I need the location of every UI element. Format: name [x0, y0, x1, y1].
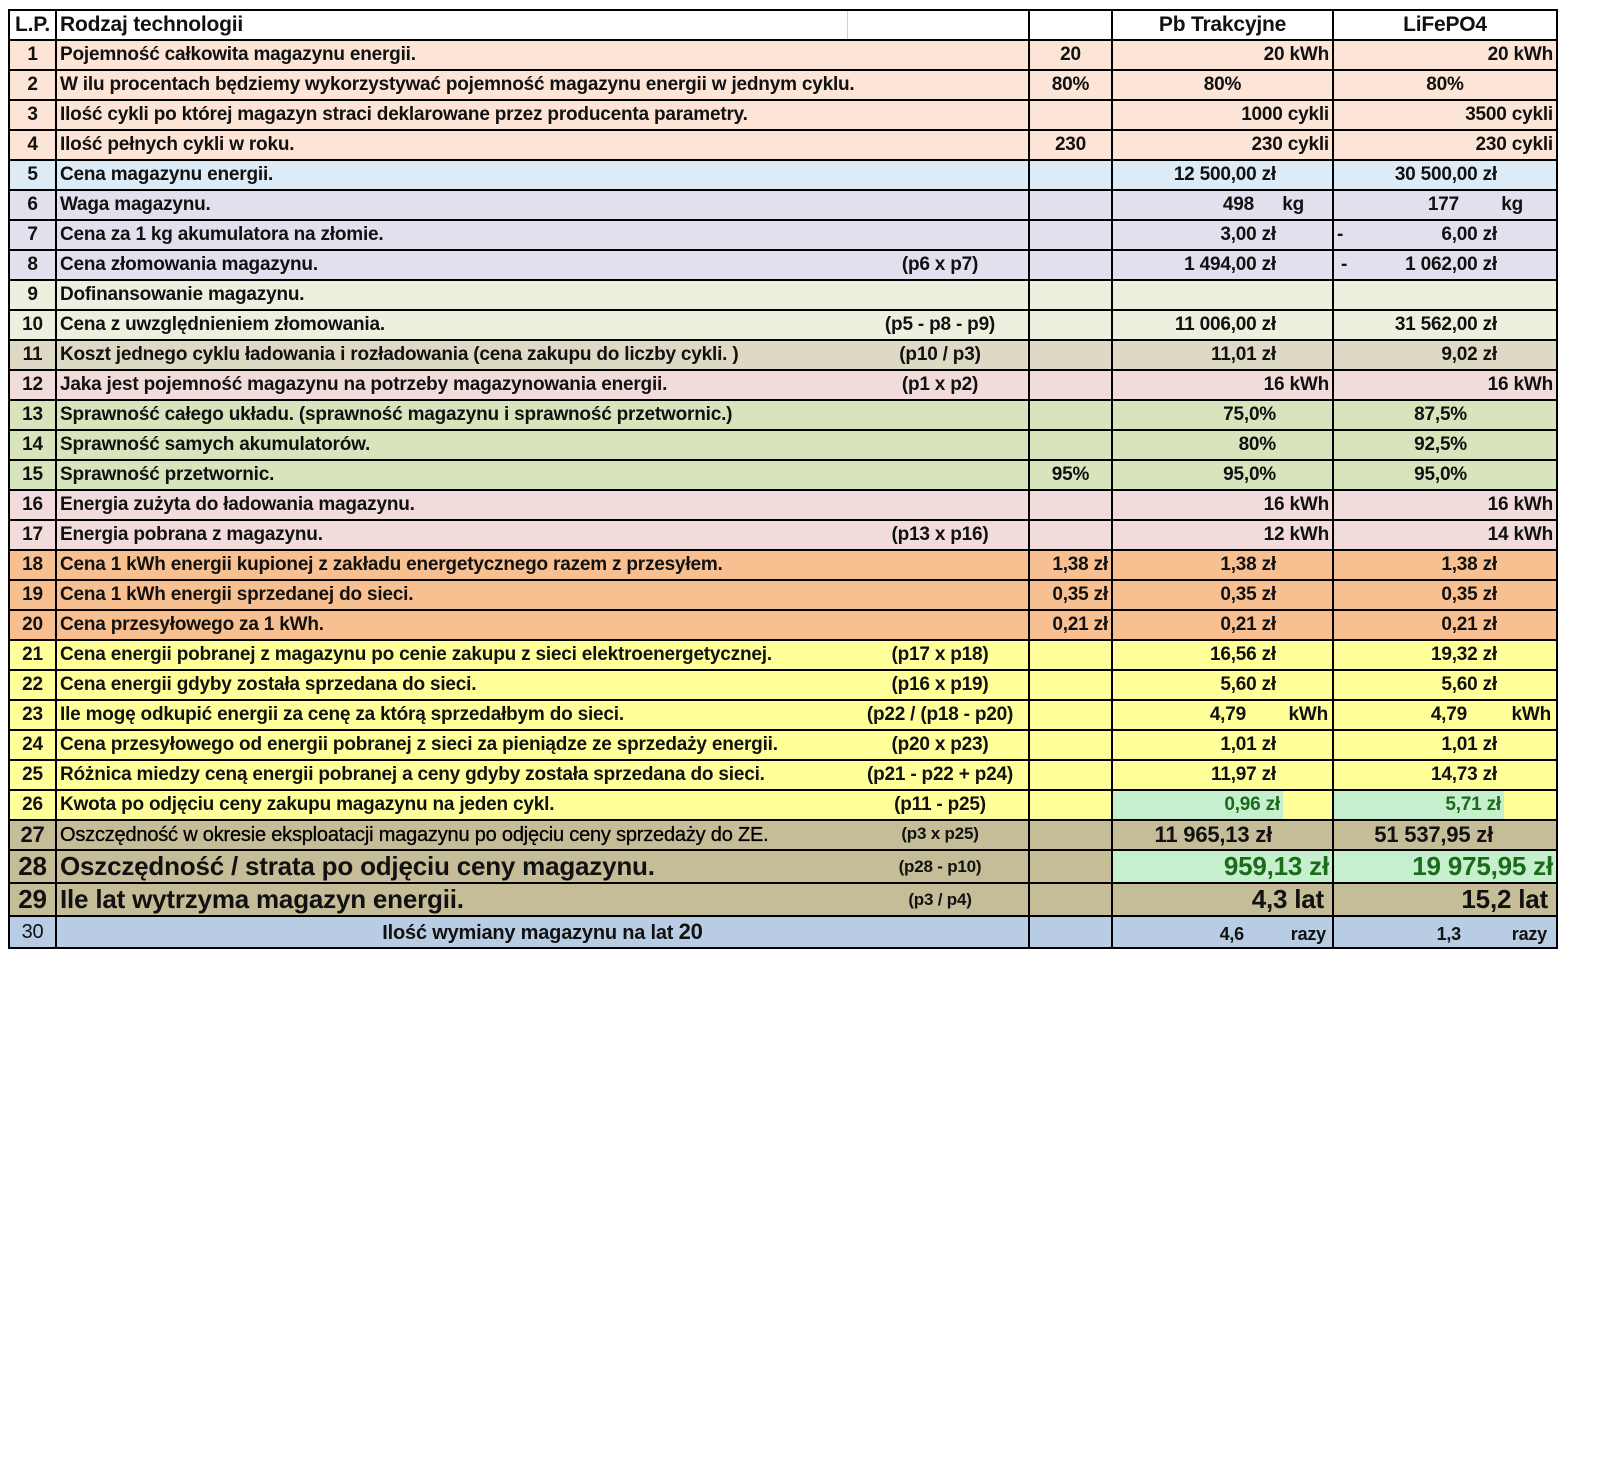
li-amount: 5,71 zł: [1334, 791, 1504, 819]
row-li-value[interactable]: [1333, 820, 1557, 850]
row-lp[interactable]: 21: [9, 640, 56, 670]
row-li-value[interactable]: [1333, 190, 1557, 220]
table-row: [9, 820, 1557, 850]
formula: (p22 / (p18 - p20): [866, 704, 1014, 725]
header-technology[interactable]: [56, 10, 1029, 40]
row-input[interactable]: [1029, 520, 1112, 550]
row-input[interactable]: [1029, 640, 1112, 670]
row-pb-value[interactable]: [1112, 430, 1333, 460]
label-text: Ilość wymiany magazynu na lat: [382, 922, 674, 944]
row-li-value[interactable]: [1333, 670, 1557, 700]
row-lp[interactable]: 4: [9, 130, 56, 160]
row-input[interactable]: [1029, 400, 1112, 430]
li-amount: 1,3: [1436, 924, 1461, 944]
row-lp[interactable]: 18: [9, 550, 56, 580]
row-label[interactable]: Ilość cykli po której magazyn straci deklarowane przez producenta parametry.: [56, 100, 1029, 130]
row-pb-value[interactable]: 20 kWh: [1112, 40, 1333, 70]
row-lp[interactable]: 6: [9, 190, 56, 220]
row-input[interactable]: [1029, 820, 1112, 850]
table-row: [9, 883, 1557, 916]
label-text: Oszczędność / strata po odjęciu ceny magazynu.: [60, 851, 655, 881]
row-li-value[interactable]: [1333, 250, 1557, 280]
row-lp[interactable]: 23: [9, 700, 56, 730]
table-row: [9, 310, 1557, 340]
li-unit: kg: [1501, 194, 1523, 215]
row-pb-value[interactable]: [1112, 400, 1333, 430]
formula: (p11 - p25): [894, 794, 986, 815]
row-label[interactable]: Ilość pełnych cykli w roku.: [56, 130, 1029, 160]
formula: (p28 - p10): [898, 856, 982, 876]
row-pb-value[interactable]: 4,3 lat: [1112, 883, 1333, 916]
row-li-value[interactable]: [1333, 400, 1557, 430]
pb-amount: 75,0%: [1223, 404, 1276, 425]
row-li-value[interactable]: [1333, 790, 1557, 820]
row-lp[interactable]: 5: [9, 160, 56, 190]
li-amount: 31 562,00 zł: [1394, 314, 1497, 335]
row-lp[interactable]: 26: [9, 790, 56, 820]
header-lifepo4[interactable]: LiFePO4: [1333, 10, 1557, 40]
table-row: [9, 400, 1557, 430]
row-li-value[interactable]: [1333, 550, 1557, 580]
row-pb-value[interactable]: [1112, 670, 1333, 700]
row-lp[interactable]: 25: [9, 760, 56, 790]
pb-unit: kg: [1282, 194, 1304, 215]
row-li-value[interactable]: 20 kWh: [1333, 40, 1557, 70]
row-pb-value[interactable]: [1112, 160, 1333, 190]
pb-amount: 11 965,13 zł: [1154, 822, 1272, 847]
row-li-value[interactable]: [1333, 280, 1557, 310]
row-li-value[interactable]: 3500 cykli: [1333, 100, 1557, 130]
row-pb-value[interactable]: 230 cykli: [1112, 130, 1333, 160]
table-row: [9, 430, 1557, 460]
li-amount: 1,38 zł: [1441, 554, 1497, 575]
table-row: [9, 760, 1557, 790]
row-pb-value[interactable]: [1112, 580, 1333, 610]
li-amount: 1,01 zł: [1441, 734, 1497, 755]
row-label[interactable]: Sprawność całego układu. (sprawność magazynu i sprawność przetwornic.): [56, 400, 1029, 430]
label-text: Ile mogę odkupić energii za cenę za którą sprzedałbym do sieci.: [60, 704, 624, 725]
row-pb-value[interactable]: [1112, 310, 1333, 340]
table-row: [9, 160, 1557, 190]
row-lp[interactable]: 15: [9, 460, 56, 490]
row-pb-value[interactable]: [1112, 760, 1333, 790]
table-row: [9, 700, 1557, 730]
row-lp[interactable]: 14: [9, 430, 56, 460]
row-label[interactable]: [56, 640, 1029, 670]
row-li-value[interactable]: [1333, 430, 1557, 460]
row-pb-value[interactable]: [1112, 550, 1333, 580]
row-label[interactable]: W ilu procentach będziemy wykorzystywać pojemność magazynu energii w jednym cyklu.: [56, 70, 1029, 100]
row-input[interactable]: 80%: [1029, 70, 1112, 100]
label-text: Energia pobrana z magazynu.: [60, 524, 323, 545]
table-row: [9, 790, 1557, 820]
row-pb-value[interactable]: 16 kWh: [1112, 490, 1333, 520]
table-row: [9, 190, 1557, 220]
pb-amount: 11,01 zł: [1211, 344, 1276, 365]
row-li-value[interactable]: 19 975,95 zł: [1333, 850, 1557, 883]
row-label[interactable]: Sprawność samych akumulatorów.: [56, 430, 1029, 460]
row-pb-value[interactable]: [1112, 190, 1333, 220]
label-text: Jaka jest pojemność magazynu na potrzeby magazynowania energii.: [60, 374, 668, 395]
row-label[interactable]: Energia zużyta do ładowania magazynu.: [56, 490, 1029, 520]
label-text: Kwota po odjęciu ceny zakupu magazynu na jeden cykl.: [60, 794, 555, 815]
row-input[interactable]: [1029, 190, 1112, 220]
pb-amount: 4,79: [1209, 704, 1246, 725]
table-row: [9, 916, 1557, 948]
header-input[interactable]: [1029, 10, 1112, 40]
row-li-value[interactable]: 14 kWh: [1333, 520, 1557, 550]
row-label[interactable]: [56, 883, 1029, 916]
row-lp[interactable]: 17: [9, 520, 56, 550]
row-pb-value[interactable]: [1112, 340, 1333, 370]
li-amount: 4,79: [1430, 704, 1467, 725]
row-input[interactable]: [1029, 850, 1112, 883]
label-text: Cena z uwzględnieniem złomowania.: [60, 314, 385, 335]
pb-amount: 80%: [1238, 434, 1276, 455]
label-text: Cena energii gdyby została sprzedana do sieci.: [60, 674, 477, 695]
years-value: 20: [678, 919, 703, 944]
row-input[interactable]: [1029, 790, 1112, 820]
pb-amount: 11,97 zł: [1211, 764, 1276, 785]
formula: (p3 / p4): [908, 889, 972, 909]
row-li-value[interactable]: [1333, 310, 1557, 340]
row-pb-value[interactable]: [1112, 250, 1333, 280]
header-lp[interactable]: L.P.: [9, 10, 56, 40]
li-amount: 92,5%: [1414, 434, 1467, 455]
pb-amount: 0,96 zł: [1113, 791, 1283, 819]
row-input[interactable]: [1029, 490, 1112, 520]
pb-amount: 16,56 zł: [1209, 644, 1276, 665]
row-li-value[interactable]: [1333, 640, 1557, 670]
row-input[interactable]: [1029, 250, 1112, 280]
formula: (p6 x p7): [901, 254, 979, 275]
li-amount: 5,60 zł: [1441, 674, 1497, 695]
row-li-value[interactable]: [1333, 580, 1557, 610]
row-label[interactable]: Sprawność przetwornic.: [56, 460, 1029, 490]
pb-amount: 1,38 zł: [1220, 554, 1276, 575]
row-input[interactable]: [1029, 280, 1112, 310]
row-label[interactable]: [56, 700, 1029, 730]
label-text: Koszt jednego cyklu ładowania i rozładowania (cena zakupu do liczby cykli. ): [60, 344, 739, 365]
header-pb[interactable]: Pb Trakcyjne: [1112, 10, 1333, 40]
table-row: [9, 370, 1557, 400]
table-row: [9, 340, 1557, 370]
row-pb-value[interactable]: [1112, 610, 1333, 640]
row-li-value[interactable]: [1333, 220, 1557, 250]
table-row: [9, 490, 1557, 520]
pb-amount: 12 500,00 zł: [1173, 164, 1276, 185]
formula: (p17 x p18): [891, 644, 989, 665]
row-li-value[interactable]: 16 kWh: [1333, 370, 1557, 400]
row-lp[interactable]: 24: [9, 730, 56, 760]
label-text: Cena złomowania magazynu.: [60, 254, 318, 275]
pb-unit: kWh: [1288, 704, 1328, 725]
table-row: [9, 130, 1557, 160]
formula: (p13 x p16): [891, 524, 989, 545]
row-input[interactable]: [1029, 916, 1112, 948]
row-li-value[interactable]: [1333, 160, 1557, 190]
row-pb-value[interactable]: 959,13 zł: [1112, 850, 1333, 883]
formula: (p10 / p3): [899, 344, 981, 365]
row-label[interactable]: [56, 760, 1029, 790]
row-label[interactable]: [56, 310, 1029, 340]
row-input[interactable]: [1029, 100, 1112, 130]
row-input[interactable]: [1029, 670, 1112, 700]
li-amount: 9,02 zł: [1441, 344, 1497, 365]
table-row: [9, 580, 1557, 610]
row-label[interactable]: [56, 670, 1029, 700]
row-label[interactable]: [56, 820, 1029, 850]
li-amount: 51 537,95 zł: [1374, 822, 1493, 847]
formula: (p1 x p2): [901, 374, 979, 395]
label-text: Cena przesyłowego od energii pobranej z sieci za pieniądze ze sprzedaży energii.: [60, 734, 778, 755]
row-label[interactable]: [56, 340, 1029, 370]
row-li-value[interactable]: [1333, 340, 1557, 370]
row-label[interactable]: Cena za 1 kg akumulatora na złomie.: [56, 220, 1029, 250]
row-label[interactable]: [56, 790, 1029, 820]
row-pb-value[interactable]: 80%: [1112, 70, 1333, 100]
row-label[interactable]: [56, 916, 1029, 948]
row-pb-value[interactable]: 12 kWh: [1112, 520, 1333, 550]
formula: (p16 x p19): [891, 674, 989, 695]
table-row: [9, 220, 1557, 250]
pb-unit: razy: [1290, 924, 1326, 944]
li-sign: -: [1341, 254, 1348, 275]
row-li-value[interactable]: [1333, 730, 1557, 760]
table-row: [9, 70, 1557, 100]
li-amount: 30 500,00 zł: [1394, 164, 1497, 185]
row-lp[interactable]: 8: [9, 250, 56, 280]
row-pb-value[interactable]: 1000 cykli: [1112, 100, 1333, 130]
pb-amount: 3,00 zł: [1220, 224, 1276, 245]
row-lp[interactable]: 1: [9, 40, 56, 70]
label-text: Różnica miedzy ceną energii pobranej a ceny gdyby została sprzedana do sieci.: [60, 764, 765, 785]
gridline: [847, 11, 848, 39]
row-lp[interactable]: 19: [9, 580, 56, 610]
row-lp[interactable]: 12: [9, 370, 56, 400]
row-input[interactable]: [1029, 883, 1112, 916]
pb-amount: 0,35 zł: [1220, 584, 1276, 605]
row-pb-value[interactable]: [1112, 280, 1333, 310]
row-lp[interactable]: 10: [9, 310, 56, 340]
header-row: [9, 10, 1557, 40]
row-lp[interactable]: 13: [9, 400, 56, 430]
row-lp[interactable]: 7: [9, 220, 56, 250]
row-pb-value[interactable]: [1112, 730, 1333, 760]
row-lp[interactable]: 22: [9, 670, 56, 700]
row-input[interactable]: [1029, 370, 1112, 400]
pb-amount: 11 006,00 zł: [1174, 314, 1276, 335]
li-amount: 0,21 zł: [1441, 614, 1497, 635]
formula: (p20 x p23): [891, 734, 989, 755]
row-label[interactable]: [56, 850, 1029, 883]
row-lp[interactable]: 2: [9, 70, 56, 100]
row-label[interactable]: Cena 1 kWh energii kupionej z zakładu energetycznego razem z przesyłem.: [56, 550, 1029, 580]
row-li-value[interactable]: 15,2 lat: [1333, 883, 1557, 916]
li-amount: 1 062,00 zł: [1405, 254, 1497, 275]
pb-amount: 498: [1222, 194, 1254, 215]
row-label[interactable]: [56, 520, 1029, 550]
pb-amount: 4,6: [1219, 924, 1244, 944]
pb-amount: 5,60 zł: [1220, 674, 1276, 695]
table-row: [9, 40, 1557, 70]
row-label[interactable]: Dofinansowanie magazynu.: [56, 280, 1029, 310]
row-input[interactable]: 230: [1029, 130, 1112, 160]
row-input[interactable]: 20: [1029, 40, 1112, 70]
row-input[interactable]: [1029, 760, 1112, 790]
table-row: [9, 100, 1557, 130]
row-pb-value[interactable]: [1112, 700, 1333, 730]
row-input[interactable]: 0,21 zł: [1029, 610, 1112, 640]
row-pb-value[interactable]: [1112, 820, 1333, 850]
row-label[interactable]: [56, 250, 1029, 280]
row-lp[interactable]: 20: [9, 610, 56, 640]
row-li-value[interactable]: [1333, 460, 1557, 490]
row-label[interactable]: Cena przesyłowego za 1 kWh.: [56, 610, 1029, 640]
row-input[interactable]: [1029, 730, 1112, 760]
table-row: [9, 520, 1557, 550]
row-li-value[interactable]: 230 cykli: [1333, 130, 1557, 160]
table-row: [9, 610, 1557, 640]
row-input[interactable]: [1029, 310, 1112, 340]
row-lp[interactable]: 27: [9, 820, 56, 850]
table-row: [9, 670, 1557, 700]
row-pb-value[interactable]: 16 kWh: [1112, 370, 1333, 400]
formula: (p5 - p8 - p9): [884, 314, 996, 335]
row-pb-value[interactable]: [1112, 916, 1333, 948]
li-amount: 95,0%: [1414, 464, 1467, 485]
table-row: [9, 460, 1557, 490]
row-li-value[interactable]: [1333, 916, 1557, 948]
row-lp[interactable]: 11: [9, 340, 56, 370]
row-li-value[interactable]: 16 kWh: [1333, 490, 1557, 520]
row-lp[interactable]: 29: [9, 883, 56, 916]
row-input[interactable]: [1029, 160, 1112, 190]
table-row: [9, 730, 1557, 760]
table-row: [9, 250, 1557, 280]
li-amount: 14,73 zł: [1430, 764, 1497, 785]
li-amount: 0,35 zł: [1441, 584, 1497, 605]
table-row: [9, 550, 1557, 580]
label-text: Ile lat wytrzyma magazyn energii.: [60, 884, 464, 914]
row-pb-value[interactable]: [1112, 460, 1333, 490]
row-input[interactable]: [1029, 700, 1112, 730]
table-row: [9, 640, 1557, 670]
li-unit: razy: [1511, 924, 1547, 944]
row-label[interactable]: [56, 370, 1029, 400]
comparison-table: [8, 9, 1558, 949]
row-input[interactable]: 95%: [1029, 460, 1112, 490]
row-label[interactable]: Cena 1 kWh energii sprzedanej do sieci.: [56, 580, 1029, 610]
row-pb-value[interactable]: [1112, 220, 1333, 250]
row-pb-value[interactable]: [1112, 790, 1333, 820]
row-input[interactable]: [1029, 220, 1112, 250]
li-unit: kWh: [1511, 704, 1551, 725]
pb-amount: 95,0%: [1223, 464, 1276, 485]
row-input[interactable]: 0,35 zł: [1029, 580, 1112, 610]
table-row: [9, 850, 1557, 883]
li-sign: -: [1337, 224, 1344, 245]
row-input[interactable]: 1,38 zł: [1029, 550, 1112, 580]
row-lp[interactable]: 30: [9, 916, 56, 948]
formula: (p21 - p22 + p24): [866, 764, 1013, 785]
row-li-value[interactable]: [1333, 700, 1557, 730]
row-lp[interactable]: 28: [9, 850, 56, 883]
row-label[interactable]: Waga magazynu.: [56, 190, 1029, 220]
row-label[interactable]: Cena magazynu energii.: [56, 160, 1029, 190]
row-li-value[interactable]: 80%: [1333, 70, 1557, 100]
formula: (p3 x p25): [901, 823, 979, 843]
li-amount: 87,5%: [1414, 404, 1467, 425]
li-amount: 6,00 zł: [1441, 224, 1497, 245]
row-lp[interactable]: 16: [9, 490, 56, 520]
row-label[interactable]: [56, 730, 1029, 760]
header-technology-label: Rodzaj technologii: [60, 13, 244, 36]
label-text: Oszczędność w okresie eksploatacji magazynu po odjęciu ceny sprzedaży do ZE.: [60, 823, 769, 846]
row-lp[interactable]: 3: [9, 100, 56, 130]
row-input[interactable]: [1029, 340, 1112, 370]
pb-amount: 1 494,00 zł: [1184, 254, 1276, 275]
li-amount: 19,32 zł: [1430, 644, 1497, 665]
row-li-value[interactable]: [1333, 610, 1557, 640]
pb-amount: 1,01 zł: [1220, 734, 1276, 755]
row-li-value[interactable]: [1333, 760, 1557, 790]
li-amount: 177: [1427, 194, 1459, 215]
row-input[interactable]: [1029, 430, 1112, 460]
row-label[interactable]: Pojemność całkowita magazynu energii.: [56, 40, 1029, 70]
table-row: [9, 280, 1557, 310]
pb-amount: 0,21 zł: [1220, 614, 1276, 635]
row-pb-value[interactable]: [1112, 640, 1333, 670]
label-text: Cena energii pobranej z magazynu po cenie zakupu z sieci elektroenergetycznej.: [60, 644, 772, 665]
row-lp[interactable]: 9: [9, 280, 56, 310]
